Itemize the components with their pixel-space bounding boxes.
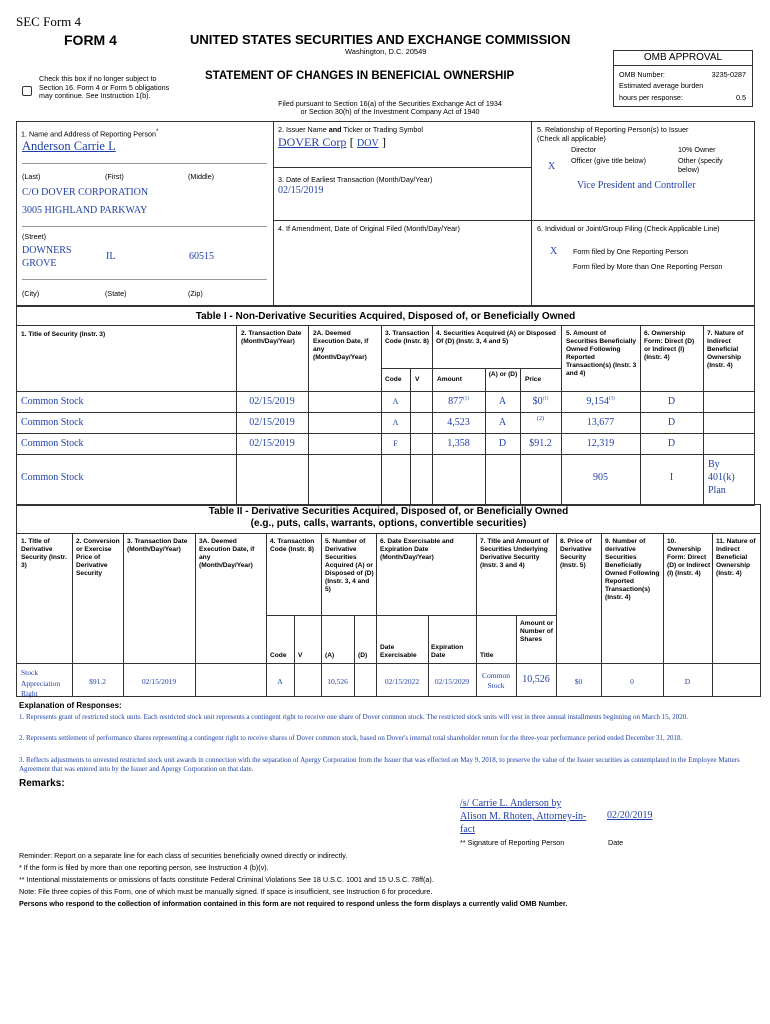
table-1-title: Table I - Non-Derivative Securities Acquired, Disposed of, or Beneficially Owned [195, 311, 576, 322]
t1-nature: By 401(k) Plan [708, 459, 735, 496]
t1-security-title: Common Stock [21, 472, 84, 483]
omb-hours-label: hours per response: [619, 93, 683, 102]
t2-owned: 0 [630, 677, 634, 686]
t2-h-date: 3. Transaction Date (Month/Day/Year) [127, 538, 188, 553]
t2-h-price: 8. Price of Derivative Security (Instr. 5) [560, 538, 592, 569]
box4-label: 4. If Amendment, Date of Original Filed (Month/Day/Year) [278, 224, 460, 233]
other-option: Other (specify below) [678, 156, 723, 174]
t2-h-nature: 11. Nature of Indirect Beneficial Ownership (Instr. 4) [716, 538, 756, 577]
reporting-person-name: Anderson Carrie L [22, 139, 116, 153]
t2-h-v: V [298, 652, 303, 659]
t1-h-amount: Amount [437, 376, 462, 383]
t1-security-title: Common Stock [21, 396, 84, 407]
statement-title: STATEMENT OF CHANGES IN BENEFICIAL OWNERSHIP [205, 70, 515, 82]
box2-label: 2. Issuer Name and Ticker or Trading Symbol [278, 125, 424, 134]
earliest-transaction-date: 02/15/2019 [278, 185, 324, 196]
agency-location: Washington, D.C. 20549 [345, 47, 427, 56]
ten-percent-owner-option: 10% Owner [678, 145, 716, 154]
t2-underlying-title: Common Stock [482, 671, 510, 690]
t2-h-owned: 9. Number of derivative Securities Beneficially Owned Following Reported Transaction(s) (Instr. 4) [605, 538, 660, 601]
footer-violations: ** Intentional misstatements or omissions of facts constitute Federal Criminal Violations See 18 U.S.C. 1001 and 15 U.S.C. 78ff(a). [19, 875, 434, 884]
t2-h-exercisable: 6. Date Exercisable and Expiration Date (Month/Day/Year) [380, 538, 454, 561]
t2-h-d: (D) [358, 652, 368, 659]
t2-h-underlying: 7. Title and Amount of Securities Underlying Derivative Security (Instr. 3 and 4) [480, 538, 549, 569]
t1-date: 02/15/2019 [249, 417, 295, 428]
signature-line-1: /s/ Carrie L. Anderson by [460, 798, 562, 809]
t1-amount: 1,358 [447, 438, 470, 449]
t2-h-title: 1. Title of Derivative Security (Instr. 3) [21, 538, 67, 569]
t1-h-ad: (A) or (D) [488, 371, 518, 378]
officer-title: Vice President and Controller [577, 180, 696, 191]
t2-h-deemed: 3A. Deemed Execution Date, if any (Month/Day/Year) [199, 538, 255, 569]
signature-block [460, 797, 600, 836]
t1-price: $0$^{(1)}$ [532, 396, 549, 407]
sec-form-label: SEC Form 4 [16, 14, 82, 29]
zip-value: 60515 [189, 251, 214, 262]
middle-label: (Middle) [188, 172, 214, 181]
t2-h-code: 4. Transaction Code (Instr. 8) [270, 538, 315, 553]
t1-code: F [393, 439, 398, 448]
t2-form: D [684, 677, 691, 686]
t1-h-acquired: 4. Securities Acquired (A) or Disposed Of (D) (Instr. 3, 4 and 5) [436, 330, 556, 345]
t1-h-nature: 7. Nature of Indirect Beneficial Ownership (Instr. 4) [707, 330, 744, 369]
footer-reminder: Reminder: Report on a separate line for each class of securities beneficially owned directly or indirectly. [19, 851, 348, 860]
issuer-name-row: DOVER Corp [ DOV ] [278, 135, 387, 149]
table-2-title: Table II - Derivative Securities Acquired, Disposed of, or Beneficially Owned [208, 506, 569, 517]
signature-label: ** Signature of Reporting Person [460, 838, 565, 847]
signature-date: 02/20/2019 [607, 810, 653, 821]
t1-h-code: 3. Transaction Code (Instr. 8) [385, 330, 430, 345]
date-label: Date [608, 838, 624, 847]
t2-expiration: 02/15/2029 [434, 677, 470, 686]
t1-owned: 905 [593, 472, 608, 483]
t1-form: D [667, 396, 676, 407]
t2-h-date-exercisable: Date Exercisable [380, 644, 417, 659]
box1-label: 1. Name and Address of Reporting Person* [21, 129, 159, 139]
omb-hours-value: 0.5 [736, 93, 746, 102]
t2-h-code-sub: Code [270, 652, 287, 659]
t1-code: A [392, 397, 399, 406]
director-option: Director [571, 145, 597, 154]
t2-price: $0 [574, 677, 583, 686]
t1-amount: 877$^{(1)}$ [448, 396, 469, 407]
t2-h-form: 10. Ownership Form: Direct (D) or Indirect (I) (Instr. 4) [667, 538, 711, 577]
omb-burden-label: Estimated average burden [619, 81, 704, 90]
issuer-name: DOVER Corp [278, 135, 347, 149]
t1-owned: 13,677 [586, 417, 615, 428]
street-label: (Street) [22, 232, 46, 241]
explanation-title: Explanation of Responses: [19, 701, 122, 710]
t2-date-exercisable: 02/15/2022 [384, 677, 420, 686]
t1-price: $91.2 [529, 438, 552, 449]
t1-h-v: V [415, 376, 420, 383]
signature-line-3: fact [460, 824, 475, 835]
t1-ad: A [498, 417, 507, 428]
first-label: (First) [105, 172, 124, 181]
officer-check-mark: X [548, 161, 556, 172]
address-line-2: 3005 HIGHLAND PARKWAY [22, 205, 148, 216]
t1-price-footnote: (2) [537, 416, 544, 422]
city-label: (City) [22, 289, 40, 298]
checkbox-text: Check this box if no longer subject to Section 16. Form 4 or Form 5 obligations may continue. See Instruction 1(b). [39, 74, 170, 101]
state-value: IL [106, 251, 116, 262]
zip-label: (Zip) [188, 289, 203, 298]
t2-acquired: 10,526 [327, 677, 348, 686]
box3-label: 3. Date of Earliest Transaction (Month/Day/Year) [278, 175, 433, 184]
state-label: (State) [105, 289, 127, 298]
t2-title: Stock Appreciation Right [21, 668, 61, 698]
form-title: FORM 4 [64, 32, 117, 48]
t1-h-title: 1. Title of Security (Instr. 3) [21, 331, 106, 338]
omb-approval-box [613, 50, 753, 107]
omb-number-value: 3235-0287 [711, 70, 746, 79]
t2-conversion: $91.2 [89, 677, 106, 686]
address-line-1: C/O DOVER CORPORATION [22, 187, 149, 198]
t1-h-form: 6. Ownership Form: Direct (D) or Indirect (I) (Instr. 4) [644, 330, 695, 361]
t1-amount: 4,523 [447, 417, 470, 428]
multi-person-option: Form filed by More than One Reporting Person [573, 262, 723, 271]
filed-pursuant-1: Filed pursuant to Section 16(a) of the Securities Exchange Act of 1934 [278, 99, 502, 108]
one-person-check-mark: X [550, 246, 558, 257]
t1-form: D [667, 417, 676, 428]
t1-security-title: Common Stock [21, 417, 84, 428]
t1-h-deemed: 2A. Deemed Execution Date, if any (Month/Day/Year) [313, 330, 369, 361]
t2-h-conversion: 2. Conversion or Exercise Price of Derivative Security [76, 538, 120, 577]
remarks-label: Remarks: [19, 778, 65, 789]
t1-owned: 12,319 [586, 438, 615, 449]
t2-h-a: (A) [325, 652, 335, 659]
t2-h-under-amount: Amount or Number of Shares [520, 620, 554, 643]
signature-line-2: Alison M. Rhoten, Attorney-in- [460, 811, 587, 822]
box6-label: 6. Individual or Joint/Group Filing (Check Applicable Line) [537, 224, 720, 233]
t1-ad: D [498, 438, 507, 449]
t1-owned: 9,154$^{(3)}$ [586, 396, 615, 407]
t1-h-code-sub: Code [385, 376, 402, 383]
t1-date: 02/15/2019 [249, 438, 295, 449]
t1-h-price: Price [525, 376, 542, 383]
t1-form: I [669, 472, 674, 483]
footer-omb-note: Persons who respond to the collection of information contained in this form are not required to respond unless the form displays a currently valid OMB Number. [19, 899, 568, 908]
one-person-option: Form filed by One Reporting Person [573, 247, 689, 256]
ticker-symbol: DOV [357, 138, 379, 149]
footer-note: Note: File three copies of this Form, one of which must be manually signed. If space is insufficient, see Instruction 6 for procedure. [19, 887, 433, 896]
t2-date: 02/15/2019 [141, 677, 177, 686]
box5-sub: (Check all applicable) [537, 134, 606, 143]
t1-h-owned: 5. Amount of Securities Beneficially Owned Following Reported Transaction(s) (Instr. 3 and 4) [566, 330, 637, 377]
t1-security-title: Common Stock [21, 438, 84, 449]
no-longer-subject-checkbox[interactable] [22, 86, 32, 96]
filed-pursuant-2: or Section 30(h) of the Investment Company Act of 1940 [300, 107, 480, 116]
omb-number-label: OMB Number: [619, 70, 665, 79]
t1-h-date: 2. Transaction Date (Month/Day/Year) [241, 330, 302, 345]
t1-ad: A [498, 396, 507, 407]
footnote-2: 2. Represents settlement of performance shares representing a contingent right to receive shares of Dover common stock, based on Dover's internal total shareholder return for the three-year performance period ended December 31, 2018. [19, 734, 683, 742]
last-label: (Last) [22, 172, 41, 181]
agency-title: UNITED STATES SECURITIES AND EXCHANGE COMMISSION [190, 32, 571, 47]
t2-h-number: 5. Number of Derivative Securities Acquired (A) or Disposed of (D) (Instr. 3, 4 and 5) [325, 538, 374, 593]
t2-h-under-title: Title [480, 652, 494, 659]
t2-underlying-amount: 10,526 [522, 674, 550, 685]
omb-title: OMB APPROVAL [614, 51, 752, 66]
officer-option: Officer (give title below) [571, 156, 646, 165]
t2-h-expiration: Expiration Date [431, 644, 464, 659]
footer-multiple-persons: * If the form is filed by more than one reporting person, see Instruction 4 (b)(v). [19, 863, 269, 872]
city-value: DOWNERS GROVE [22, 245, 72, 269]
box5-label: 5. Relationship of Reporting Person(s) to Issuer [537, 125, 689, 134]
footnote-3: 3. Reflects adjustments to unvested restricted stock unit awards in connection with the separation of Apergy Corporation from the Issuer that was effected on May 9, 2018, to preserve the value of the Issuer securities as contemplated in the Employee Matters Agreement that was entered into by the Issuer and Apergy Corporation on that date. [19, 756, 740, 773]
t1-date: 02/15/2019 [249, 396, 295, 407]
t1-code: A [392, 418, 399, 427]
footnote-1: 1. Represents grant of restricted stock units. Each restricted stock unit represents a contingent right to receive one share of Dover common stock. The restricted stock units will vest in three annual installments beginning on March 15, 2020. [19, 713, 688, 721]
t2-code: A [277, 677, 283, 686]
table-2-subtitle: (e.g., puts, calls, warrants, options, convertible securities) [250, 518, 527, 529]
t1-form: D [667, 438, 676, 449]
